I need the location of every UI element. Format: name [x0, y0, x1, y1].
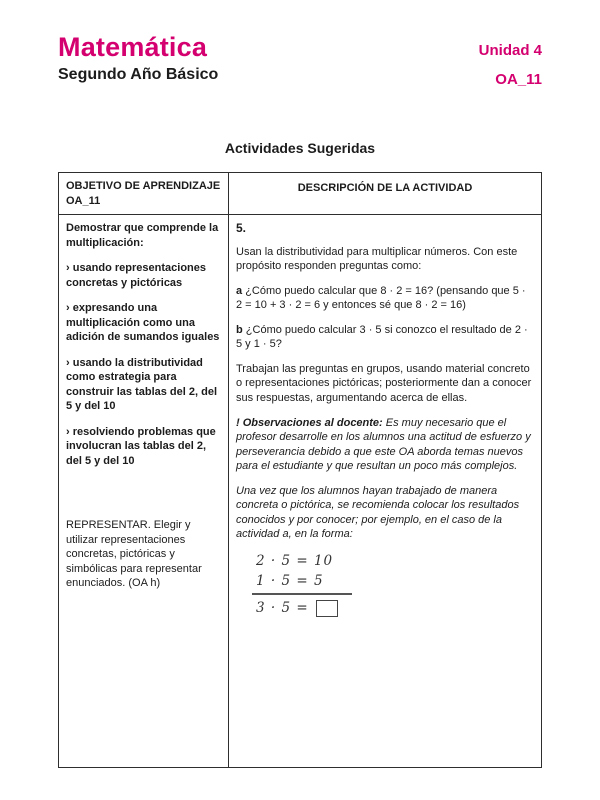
math-line-1: 2 · 5 = 10: [256, 552, 334, 569]
question-a-text: ¿Cómo puedo calcular que 8 · 2 = 16? (pensando que 5 · 2 = 10 + 3 · 2 = 6 y entonces sé que 8 · 2 = 16): [236, 284, 526, 312]
followup-paragraph: Una vez que los alumnos hayan trabajado de manera concreta o pictórica, se recomienda colocar los resultados conocidos y por conocer; por ejemplo, en el caso de la actividad a, en la forma:: [236, 484, 520, 541]
math-line-3-text: 3 · 5 =: [256, 600, 309, 617]
page-header: [58, 32, 542, 88]
oa-label: OA_11: [495, 71, 542, 88]
question-b-text: ¿Cómo puedo calcular 3 · 5 si conozco el resultado de 2 · 5 y 1 · 5?: [236, 323, 528, 351]
unit-label: Unidad 4: [478, 42, 542, 59]
header-right: [479, 42, 542, 88]
subject-title: Matemática: [58, 32, 208, 62]
objective-bullet: › resolviendo problemas que involucran las tablas del 2, del 5 y del 10: [66, 425, 216, 467]
teacher-note-label: ! Observaciones al docente:: [236, 416, 383, 429]
header-left: [58, 32, 218, 84]
teacher-note: [236, 416, 534, 474]
objective-bullet: › expresando una multiplicación como una adición de sumandos iguales: [66, 302, 220, 344]
objective-intro: Demostrar que comprende la multiplicación:: [66, 222, 219, 249]
objective-column-header: OBJETIVO DE APRENDIZAJE OA_11: [59, 173, 229, 215]
question-a-label: a: [236, 284, 243, 297]
skill-paragraph: REPRESENTAR. Elegir y utilizar representaciones concretas, pictóricas y simbólicas para representar enunciados. (OA h): [66, 519, 202, 590]
answer-box: [316, 600, 338, 617]
activities-table: [58, 172, 542, 768]
activity-cell: [229, 215, 541, 767]
activity-number: 5.: [236, 221, 247, 236]
teacher-note-text: Es muy necesario que el profesor desarrolle en los alumnos una actitud de esfuerzo y perseverancia debido a que este OA aborda temas nuevos para el estudiante y que resultan un poco más complejos.: [236, 416, 531, 473]
question-b-label: b: [236, 323, 243, 336]
objective-bullet: › usando la distributividad como estrategia para construir las tablas del 2, del 5 y del 10: [66, 356, 217, 413]
question-b: [236, 323, 534, 352]
math-line-2: 1 · 5 = 5: [252, 572, 352, 595]
activity-intro: Usan la distributividad para multiplicar números. Con este propósito responden preguntas como:: [236, 245, 518, 273]
grade-subtitle: Segundo Año Básico: [58, 66, 219, 83]
question-a: [236, 284, 534, 313]
math-example-block: [252, 552, 352, 620]
page-title: Actividades Sugeridas: [224, 140, 376, 156]
objective-bullet: › usando representaciones concretas y pictóricas: [66, 262, 206, 289]
group-work-paragraph: Trabajan las preguntas en grupos, usando material concreto o representaciones pictóricas; posteriormente dan a conocer sus respuestas, argumentando acerca de ellas.: [236, 362, 532, 404]
math-line-3: [252, 599, 352, 620]
objective-cell: [59, 215, 229, 767]
activity-column-header: DESCRIPCIÓN DE LA ACTIVIDAD: [229, 173, 541, 215]
